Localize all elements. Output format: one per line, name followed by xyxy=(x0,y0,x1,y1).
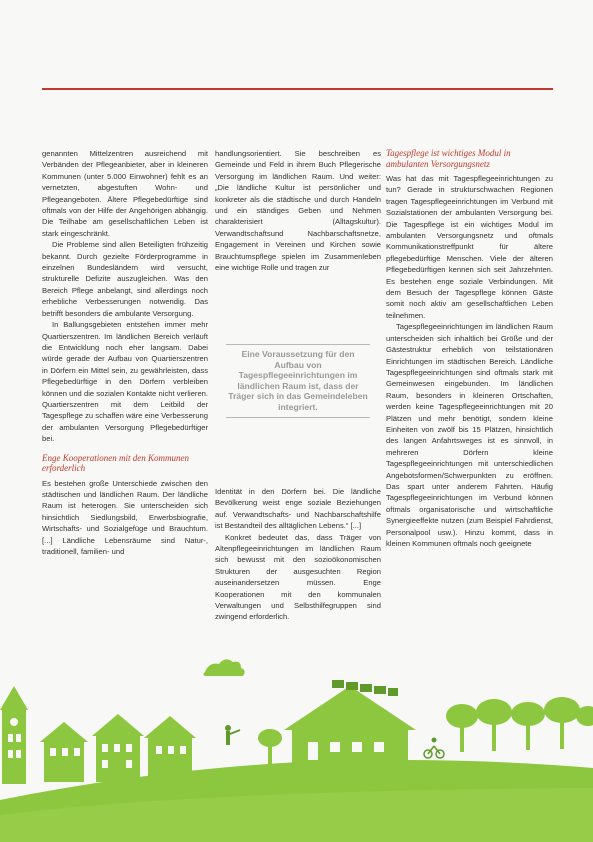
col1-paragraph-2: Die Probleme sind allen Beteiligten frühzeitig bekannt. Durch gezielte Förderprogramme in einzelnen Bundesländern wird versucht, strukturelle Defizite auszugleichen. Was den Bereich Pflege anbelangt, sind allerdings noch erhebliche Verbesserungen notwendig. Das betrifft besonders die ambulante Versorgung. xyxy=(42,240,208,318)
pull-quote-rule-top xyxy=(226,344,370,345)
bicycle-icon xyxy=(424,738,444,759)
tree-icon xyxy=(258,729,282,764)
col2-paragraph-top: handlungsorientiert. Sie beschreiben es Gemeinde und Feld in ihrem Buch Pflegerische Versorgung im ländlichen Raum. Und weiter: „Die ländliche Kultur ist persönlicher und konkreter als die städtische und durch Handeln und ein ständiges Geben und Nehmen charakterisiert (Alltagskultur). Verwandtschaftsund Nachbarschaftsnetze, Engagement in Vereinen und Kirchen sowie Brauchtumspflege spielen im Zusammenleben eine wichtige Rolle und tragen zur xyxy=(215,149,381,273)
pull-quote-rule-bottom xyxy=(226,417,370,418)
column-middle-top xyxy=(215,148,381,273)
col2-paragraph-bottom-1: Identität in den Dörfern bei. Die ländliche Bevölkerung weist enge soziale Beziehungen auf. Verwandtschafts- und Nachbarschaftshilfe ist Bestandteil des alltäglichen Lebens.“ [...] xyxy=(215,487,381,531)
col1-paragraph-4: Es bestehen große Unterschiede zwischen den städtischen und ländlichen Raum. Der ländliche Raum ist heterogen. Sie unterscheiden sich hinsichtlich Siedlungsbild, Erwerbsbiografie, Wirtschafts- und Sozialgefüge und Brauchtum. [...] Ländliche Lebensräume sind Natur-, traditionell, familien- und xyxy=(42,478,208,556)
village-illustration xyxy=(0,650,593,842)
top-accent-rule xyxy=(42,88,553,90)
house-small-middle-icon xyxy=(92,714,144,782)
col1-paragraph-3: In Ballungsgebieten entstehen immer mehr Quartierszentren. Im ländlichen Bereich verläuft die Entwicklung noch eher langsam. Dabei würde gerade der Aufbau von Quartierszentren in Dörfern ein Mittel sein, zu gewährleisten, dass Pflegebedürftige in den Dörfern verbleiben können und die sozialen Kontakte nicht verlieren. Quartierszentren mit dem Leitbild der Tagespflege zu schaffen wäre eine Verbesserung der ambulanten Versorgung Pflegebedürftiger bei. xyxy=(42,320,208,444)
pull-quote-text: Eine Voraussetzung für den Aufbau von Tagespflegeeinrichtungen im ländlichen Raum ist, dass der Träger sich in das Gemeindeleben integriert. xyxy=(228,349,368,412)
tree-row-icon xyxy=(446,697,593,752)
column-left xyxy=(42,148,208,557)
farmhouse-solar-icon xyxy=(284,680,416,770)
person-figure-icon xyxy=(225,725,240,745)
section-heading-kooperationen: Enge Kooperationen mit den Kommunen erforderlich xyxy=(42,452,189,474)
church-tower-icon xyxy=(0,686,28,784)
house-small-left-icon xyxy=(40,722,88,782)
col2-paragraph-bottom-2: Konkret bedeutet das, dass Träger von Altenpflegeeinrichtungen im ländlichen Raum sich bewusst mit den sozioökonomischen Strukturen der ausgesuchten Region auseinandersetzen müssen. Enge Kooperationen mit den kommunalen Verwaltungen und Selbsthilfegruppen sind zwingend erforderlich. xyxy=(215,532,381,622)
column-middle-bottom xyxy=(215,486,381,623)
col3-paragraph-1: Was hat das mit Tagespflegeeinrichtungen zu tun? Gerade in strukturschwachen Regionen tragen Tagespflegeeinrichtungen im Verbund mit Sozialstationen der ambulanten Versorgung bei. Die Tagespflege ist ein wichtiges Modul im ambulanten Versorgungsnetz und oftmals Kommunikationstreffpunkt für ältere pflegebedürftige Menschen. Viele der älteren Pflegebedürftigen kennen sich seit Jahrzehnten. Es bestehen enge soziale Verbindungen. Mit dem Besuch der Tagespflege können Gäste somit noch aktiv am gesellschaftlichen Leben teilnehmen. xyxy=(386,174,553,320)
col1-paragraph-1: genannten Mittelzentren ausreichend mit Verbänden der Pflegeanbieter, aber in kleineren Kommunen (unter 5.000 Einwohner) fehlt es an vernetzten, abgestuften Wohn- und Pflegeangeboten. Ältere Pflegebedürftige sind oftmals von der Hilfe der Angehörigen abhängig. Die Teilhabe am gesellschaftlichen Leben ist stark eingeschränkt. xyxy=(42,149,208,238)
column-right xyxy=(386,148,553,549)
pull-quote xyxy=(226,344,370,432)
col3-paragraph-2: Tagespflegeeinrichtungen im ländlichen Raum unterscheiden sich inhaltlich bei Größe und der Gästestruktur erheblich von teilstationären Einrichtungen im städtischen Bereich. Ländliche Tagespflegeeinrichtungen sind oftmals stark mit Gemeinwesen eingebunden. Im ländlichen Raum, besonders in kleineren Ortschaften, werden keine Tagespflegeeinrichtungen mit 20 Plätzen und mehr benötigt, sondern kleine Einheiten von zwölf bis 15 Plätzen, hinsichtlich des langen Anfahrtsweges ist es sinnvoll, in mehreren Dörfern kleine Tagespflegeeinrichtungen mit unterschiedlichen Angebotsformen/Schwerpunkten zu eröffnen. Das spart unter anderem Fahrten. Häufig Tagespflegeeinrichtungen im Verbund können oftmals organisatorische und wirtschaftliche Synergieeffekte nutzen (zum Beispiel Fahrdienst, Personalpool usw.). Hinzu kommt, dass in kleinen Kommunen oftmals noch geeignete xyxy=(386,322,553,548)
cloud-icon xyxy=(203,659,244,676)
house-small-right-icon xyxy=(144,716,196,778)
section-heading-tagespflege: Tagespflege ist wichtiges Modul in ambulanten Versorgungsnetz xyxy=(386,148,511,169)
